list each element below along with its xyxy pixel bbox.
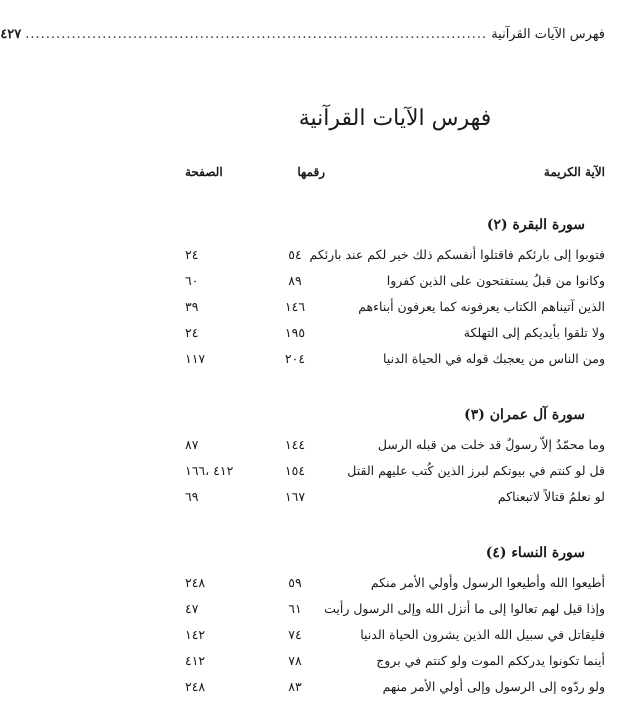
- verse-page: ٣٩: [185, 299, 199, 314]
- page-title: فهرس الآيات القرآنية: [298, 106, 492, 131]
- verse-number: ١٦٧: [284, 489, 306, 504]
- verse-page: ٨٧: [185, 437, 199, 452]
- surah-title: سورة النساء (٤): [485, 545, 585, 561]
- verse-row: [185, 242, 605, 268]
- verse-page: ٤١٢ ،١٦٦: [185, 463, 234, 478]
- surah-title: سورة آل عمران (٣): [464, 407, 585, 423]
- verse-text: أطيعوا الله وأطيعوا الرسول وأولي الأمر منكم: [370, 575, 605, 590]
- verse-row: [185, 674, 605, 700]
- surah-title: سورة البقرة (٢): [486, 217, 585, 233]
- verse-page: ٤٧: [185, 601, 199, 616]
- verse-page: ٢٤: [185, 247, 199, 262]
- surah-section: [185, 402, 605, 510]
- verse-row: [185, 570, 605, 596]
- column-header-row: [185, 162, 605, 182]
- verse-text: الذين آتيناهم الكتاب يعرفونه كما يعرفون أبناءهم: [358, 299, 605, 314]
- verse-row: [185, 596, 605, 622]
- verse-text: فتوبوا إلى بارئكم فاقتلوا أنفسكم ذلك خير لكم عند بارئكم: [309, 247, 605, 262]
- verse-number: ١٤٦: [284, 299, 306, 314]
- verse-row: [185, 294, 605, 320]
- verse-row: [185, 432, 605, 458]
- verse-row: [185, 346, 605, 372]
- verse-text: وكانوا من قبلُ يستفتحون على الذين كفروا: [386, 273, 605, 288]
- leader-dots: ..........................................................................................: [25, 27, 488, 42]
- column-header-number: رقمها: [297, 165, 325, 179]
- verse-row: [185, 622, 605, 648]
- verse-page: ٦٩: [185, 489, 199, 504]
- verse-text: ومن الناس من يعجبك قوله في الحياة الدنيا: [383, 351, 605, 366]
- verse-row: [185, 458, 605, 484]
- verse-text: وما محمّدٌ إلاّ رسولٌ قد خلت من قبله الرسل: [377, 437, 605, 452]
- verse-text: وإذا قيل لهم تعالوا إلى ما أنزل الله وإلى الرسول رأيت: [324, 601, 605, 616]
- verse-number: ١٩٥: [284, 325, 306, 340]
- verse-text: لو نعلمُ قتالاً لاتبعناكم: [497, 489, 605, 504]
- verse-text: فليقاتل في سبيل الله الذين يشرون الحياة الدنيا: [360, 627, 605, 642]
- verse-number: ٦١: [288, 601, 302, 616]
- verse-number: ٥٤: [288, 247, 302, 262]
- verse-page: ٤١٢: [185, 653, 206, 668]
- verse-number: ٥٩: [288, 575, 302, 590]
- verse-page: ٢٤: [185, 325, 199, 340]
- verse-row: [185, 268, 605, 294]
- verse-row: [185, 648, 605, 674]
- verse-number: ٨٣: [288, 679, 302, 694]
- verse-number: ١٤٤: [284, 437, 306, 452]
- verse-number: ٨٩: [288, 273, 302, 288]
- verse-page: ١٤٢: [185, 627, 206, 642]
- verse-number: ٧٤: [288, 627, 302, 642]
- running-head-page-number: ٤٢٧: [0, 27, 22, 42]
- verse-page: ١١٧: [185, 351, 206, 366]
- verse-text: قل لو كنتم في بيوتكم لبرز الذين كُتب عليهم القتل: [347, 463, 605, 478]
- surah-section: [185, 540, 605, 700]
- document-page: [0, 24, 605, 694]
- verse-page: ٢٤٨: [185, 575, 206, 590]
- verse-text: ولا تلقوا بأيديكم إلى التهلكة: [463, 325, 605, 340]
- verse-row: [185, 484, 605, 510]
- running-head: [0, 24, 605, 46]
- verse-text: ولو ردّوه إلى الرسول وإلى أولي الأمر منهم: [382, 679, 605, 694]
- verse-number: ٧٨: [288, 653, 302, 668]
- verse-row: [185, 320, 605, 346]
- verse-page: ٦٠: [185, 273, 199, 288]
- surah-section: [185, 212, 605, 372]
- running-head-title: فهرس الآيات القرآنية: [491, 27, 605, 42]
- verse-page: ٢٤٨: [185, 679, 206, 694]
- verse-text: أينما تكونوا يدرككم الموت ولو كنتم في بروج: [376, 653, 605, 668]
- column-header-verse: الآية الكريمة: [543, 165, 605, 179]
- verse-number: ١٥٤: [284, 463, 306, 478]
- column-header-page: الصفحة: [185, 165, 223, 179]
- verse-number: ٢٠٤: [284, 351, 306, 366]
